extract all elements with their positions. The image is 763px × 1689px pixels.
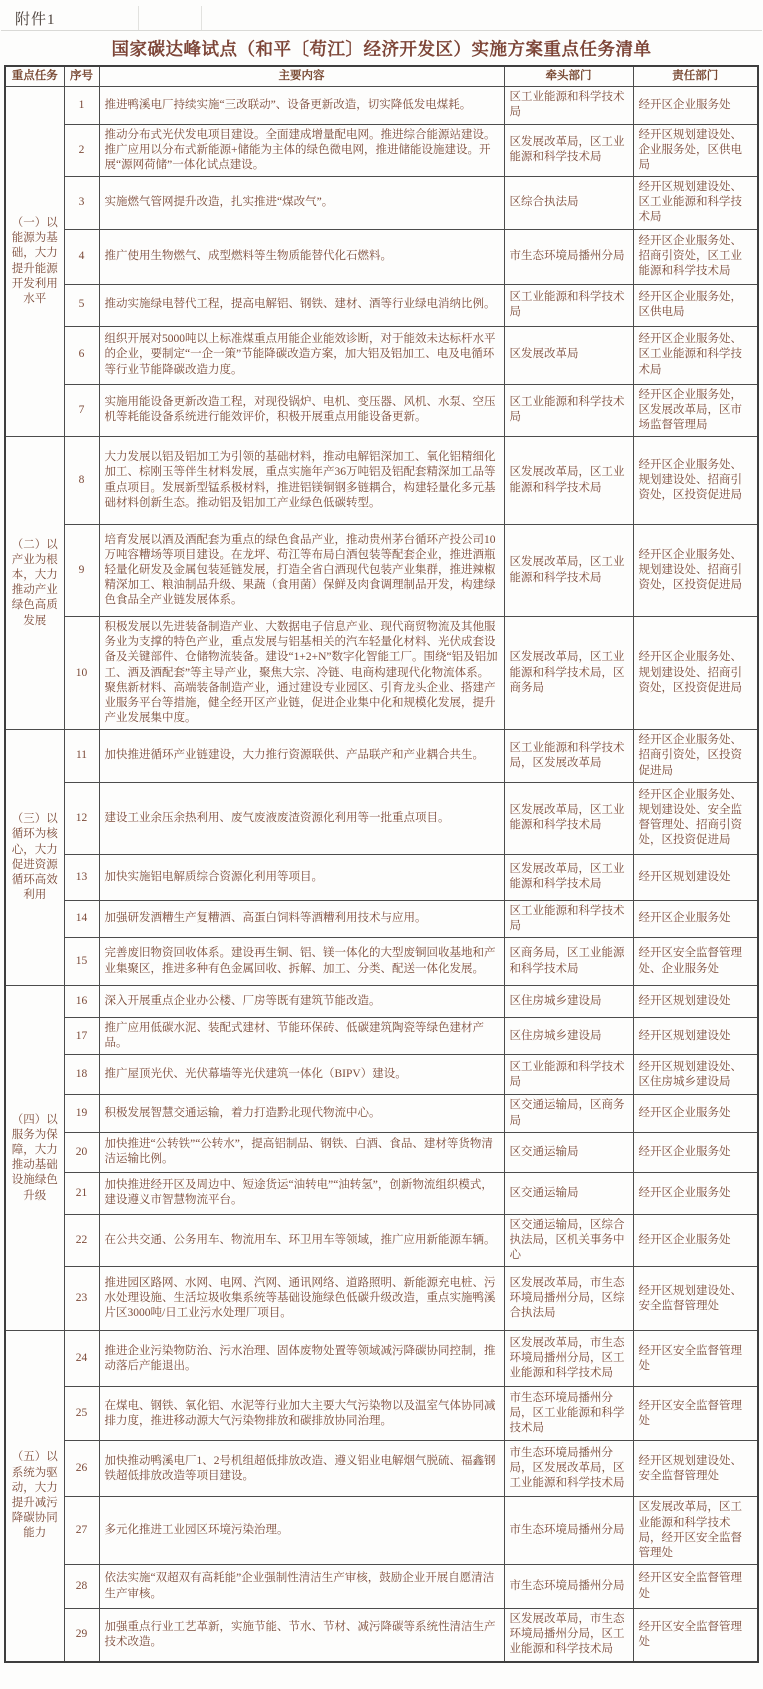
row-main-content: 加快推进“公转铁”“公转水”，提高铝制品、钢铁、白酒、食品、建材等货物清洁运输比例。: [99, 1132, 504, 1172]
row-main-content: 积极发展以先进装备制造产业、大数据电子信息产业、现代商贸物流及其他服务业为支撑的特色产业，重点发展与铝基相关的汽车轻量化材料、光伏成套设备及关键部件、仓储物流装备。建设“1+2+N”数字化智能工厂。围绕“铝及铝加工、酒及酒配套”等主导产业，聚焦大宗、冷链、电商构建现代化物流体系。聚焦新材料、高端装备制造产业，通过建设专业园区、引育龙头企业、搭建产业服务平台等措施，健全经开区产业链，促进企业集中化和规模化发展，提升产业发展集中度。: [99, 617, 504, 730]
row-lead-dept: 区工业能源和科学技术局，区发展改革局: [504, 730, 633, 783]
row-main-content: 加快实施铝电解质综合资源化利用等项目。: [99, 854, 504, 900]
row-number: 5: [64, 284, 99, 326]
row-number: 4: [64, 229, 99, 284]
row-main-content: 推广屋顶光伏、光伏幕墙等光伏建筑一体化（BIPV）建设。: [99, 1055, 504, 1095]
table-row: [5, 1055, 758, 1095]
row-lead-dept: 区发展改革局，市生态环境局播州分局，区工业能源和科学技术局: [504, 1609, 633, 1662]
row-responsible-dept: 经开区规划建设处: [633, 1018, 758, 1055]
row-lead-dept: 区工业能源和科学技术局: [504, 1055, 633, 1095]
attachment-label: 附件1: [15, 12, 56, 28]
row-lead-dept: 区发展改革局，区工业能源和科学技术局: [504, 437, 633, 525]
table-row: [5, 1095, 758, 1132]
row-responsible-dept: 区发展改革局，区工业能源和科学技术局，经开区安全监督管理处: [633, 1497, 758, 1565]
row-number: 23: [64, 1267, 99, 1331]
row-responsible-dept: 经开区企业服务处: [633, 1132, 758, 1172]
row-main-content: 培育发展以酒及酒配套为重点的绿色食品产业，推动贵州茅台循环产投公司10万吨容糟场等项目建设。在龙坪、苟江等布局白酒包装等配套企业，推进酒瓶轻量化研发及金属包装延链发展，打造全省白酒现代包装产业集群，推进辣椒精深加工、粮油制品升级、果蔬（食用菌）保鲜及肉食调理制品开发，构建绿色食品全产业链发展体系。: [99, 525, 504, 617]
faint-gridline: [138, 6, 139, 30]
row-main-content: 加强研发酒糟生产复糟酒、高蛋白饲料等酒糟利用技术与应用。: [99, 900, 504, 937]
row-number: 6: [64, 326, 99, 384]
row-main-content: 加快推进经开区及周边中、短途货运“油转电”“油转氢”，创新物流组织模式，建设遵义市智慧物流平台。: [99, 1172, 504, 1214]
row-responsible-dept: 经开区规划建设处、安全监督管理处: [633, 1441, 758, 1497]
row-responsible-dept: 经开区企业服务处、规划建设处、招商引资处，区投资促进局: [633, 437, 758, 525]
table-row: [5, 1387, 758, 1441]
row-number: 20: [64, 1132, 99, 1172]
row-number: 15: [64, 938, 99, 986]
bottom-margin: [0, 1663, 763, 1689]
row-main-content: 推进鸭溪电厂持续实施“三改联动”、设备更新改造，切实降低发电煤耗。: [99, 87, 504, 124]
table-header: [5, 66, 758, 87]
table-row: [5, 900, 758, 937]
table-row: [5, 177, 758, 230]
table-row: [5, 1609, 758, 1662]
table-row: [5, 1018, 758, 1055]
row-responsible-dept: 经开区安全监督管理处: [633, 1565, 758, 1609]
page-title: 国家碳达峰试点（和平〔苟江〕经济开发区）实施方案重点任务清单: [111, 39, 652, 59]
row-responsible-dept: 经开区企业服务处: [633, 1172, 758, 1214]
row-main-content: 加快推动鸭溪电厂1、2号机组超低排放改造、遵义铝业电解烟气脱硫、福鑫钢铁超低排放改造等项目建设。: [99, 1441, 504, 1497]
column-header-number: 序号: [64, 66, 99, 87]
table-row: [5, 326, 758, 384]
row-main-content: 实施用能设备更新改造工程，对现役锅炉、电机、变压器、风机、水泵、空压机等耗能设备系统进行能效评价，积极开展重点用能设备更新。: [99, 384, 504, 437]
row-lead-dept: 区发展改革局，区工业能源和科学技术局，区商务局: [504, 617, 633, 730]
row-main-content: 推进企业污染物防治、污水治理、固体废物处置等领域减污降碳协同控制，推动落后产能退出。: [99, 1331, 504, 1387]
table-row: [5, 1132, 758, 1172]
row-main-content: 推进园区路网、水网、电网、汽网、通讯网络、道路照明、新能源充电桩、污水处理设施、生活垃圾收集系统等基础设施绿色低碳升级改造，重点实施鸭溪片区3000吨/日工业污水处理厂项目。: [99, 1267, 504, 1331]
row-responsible-dept: 经开区规划建设处、区工业能源和科学技术局: [633, 177, 758, 230]
row-lead-dept: 区住房城乡建设局: [504, 1018, 633, 1055]
table-row: [5, 437, 758, 525]
row-main-content: 推动实施绿电替代工程，提高电解铝、钢铁、建材、酒等行业绿电消纳比例。: [99, 284, 504, 326]
table-row: [5, 124, 758, 177]
table-row: [5, 229, 758, 284]
row-main-content: 在煤电、钢铁、氧化铝、水泥等行业加大主要大气污染物以及温室气体协同减排力度，推进移动源大气污染物排放和碳排放协同治理。: [99, 1387, 504, 1441]
table-row: [5, 986, 758, 1018]
row-lead-dept: 区发展改革局，区工业能源和科学技术局: [504, 124, 633, 177]
table-row: [5, 730, 758, 783]
row-number: 16: [64, 986, 99, 1018]
row-lead-dept: 区交通运输局: [504, 1132, 633, 1172]
row-main-content: 实施燃气管网提升改造，扎实推进“煤改气”。: [99, 177, 504, 230]
row-responsible-dept: 经开区企业服务处: [633, 1214, 758, 1267]
task-group-label: （二）以产业为根本，大力推动产业绿色高质发展: [5, 437, 64, 730]
row-responsible-dept: 经开区企业服务处，区发展改革局，区市场监督管理局: [633, 384, 758, 437]
row-lead-dept: 市生态环境局播州分局: [504, 1497, 633, 1565]
row-responsible-dept: 经开区企业服务处、招商引资处，区投资促进局: [633, 730, 758, 783]
row-number: 22: [64, 1214, 99, 1267]
row-number: 21: [64, 1172, 99, 1214]
row-number: 24: [64, 1331, 99, 1387]
row-number: 26: [64, 1441, 99, 1497]
row-responsible-dept: 经开区规划建设处、区住房城乡建设局: [633, 1055, 758, 1095]
faint-gridline: [201, 6, 202, 30]
row-number: 17: [64, 1018, 99, 1055]
row-main-content: 推动分布式光伏发电项目建设。全面建成增量配电网。推进综合能源站建设。推广应用以分布式新能源+储能为主体的绿色微电网，推进储能设施建设。开展“源网荷储”一体化试点建设。: [99, 124, 504, 177]
row-lead-dept: 市生态环境局播州分局，区工业能源和科学技术局: [504, 1387, 633, 1441]
row-responsible-dept: 经开区规划建设处: [633, 854, 758, 900]
row-responsible-dept: 经开区企业服务处、招商引资处，区工业能源和科学技术局: [633, 229, 758, 284]
row-lead-dept: 区发展改革局，区工业能源和科学技术局: [504, 782, 633, 854]
row-responsible-dept: 经开区企业服务处、规划建设处、安全监督管理处、招商引资处，区投资促进局: [633, 782, 758, 854]
table-row: [5, 1565, 758, 1609]
row-lead-dept: 区工业能源和科学技术局: [504, 284, 633, 326]
row-lead-dept: 市生态环境局播州分局，区发展改革局，区工业能源和科学技术局: [504, 1441, 633, 1497]
column-header-task: 重点任务: [5, 66, 64, 87]
row-number: 1: [64, 87, 99, 124]
row-responsible-dept: 经开区安全监督管理处、企业服务处: [633, 938, 758, 986]
column-header-content: 主要内容: [99, 66, 504, 87]
row-number: 29: [64, 1609, 99, 1662]
row-responsible-dept: 经开区企业服务处: [633, 1095, 758, 1132]
table-row: [5, 284, 758, 326]
task-group-label: （四）以服务为保障，大力推动基础设施绿色升级: [5, 986, 64, 1331]
table-row: [5, 782, 758, 854]
row-main-content: 建设工业余压余热利用、废气废液废渣资源化利用等一批重点项目。: [99, 782, 504, 854]
row-number: 11: [64, 730, 99, 783]
row-responsible-dept: 经开区安全监督管理处: [633, 1609, 758, 1662]
row-responsible-dept: 经开区安全监督管理处: [633, 1387, 758, 1441]
table-row: [5, 384, 758, 437]
row-responsible-dept: 经开区规划建设处、安全监督管理处: [633, 1267, 758, 1331]
row-lead-dept: 区综合执法局: [504, 177, 633, 230]
table-row: [5, 938, 758, 986]
row-number: 27: [64, 1497, 99, 1565]
row-lead-dept: 区工业能源和科学技术局: [504, 87, 633, 124]
row-main-content: 大力发展以铝及铝加工为引领的基础材料，推动电解铝深加工、氧化铝精细化加工、棕刚玉等伴生材料发展，重点实施年产36万吨铝及铝配套精深加工品等重点项目。发展新型锰系极材料，推进铝镁铜钢多链耦合，构建轻量化多元基础材料创新生态。推动铝及铝加工产业绿色低碳转型。: [99, 437, 504, 525]
row-lead-dept: 市生态环境局播州分局: [504, 1565, 633, 1609]
row-lead-dept: 区发展改革局，市生态环境局播州分局，区综合执法局: [504, 1267, 633, 1331]
row-main-content: 依法实施“双超双有高耗能”企业强制性清洁生产审核，鼓励企业开展自愿清洁生产审核。: [99, 1565, 504, 1609]
row-lead-dept: 市生态环境局播州分局: [504, 229, 633, 284]
attachment-header-row: [1, 6, 762, 31]
row-main-content: 在公共交通、公务用车、物流用车、环卫用车等领域，推广应用新能源车辆。: [99, 1214, 504, 1267]
row-main-content: 推广使用生物燃气、成型燃料等生物质能替代化石燃料。: [99, 229, 504, 284]
column-header-responsible-dept: 责任部门: [633, 66, 758, 87]
row-lead-dept: 区发展改革局: [504, 326, 633, 384]
row-responsible-dept: 经开区企业服务处: [633, 87, 758, 124]
row-number: 19: [64, 1095, 99, 1132]
table-row: [5, 1497, 758, 1565]
row-lead-dept: 区发展改革局，区工业能源和科学技术局: [504, 854, 633, 900]
row-number: 8: [64, 437, 99, 525]
table-row: [5, 617, 758, 730]
row-main-content: 组织开展对5000吨以上标准煤重点用能企业能效诊断，对于能效未达标杆水平的企业，要制定“一企一策”节能降碳改造方案，加大铝及铝加工、电及电循环等行业节能降碳改造力度。: [99, 326, 504, 384]
row-number: 18: [64, 1055, 99, 1095]
row-main-content: 加快推进循环产业链建设，大力推行资源联供、产品联产和产业耦合共生。: [99, 730, 504, 783]
task-group-label: （五）以系统为驱动，大力提升减污降碳协同能力: [5, 1331, 64, 1662]
row-responsible-dept: 经开区安全监督管理处: [633, 1331, 758, 1387]
row-lead-dept: 区交通运输局: [504, 1172, 633, 1214]
row-lead-dept: 区发展改革局，区工业能源和科学技术局: [504, 525, 633, 617]
table-row: [5, 1441, 758, 1497]
row-responsible-dept: 经开区规划建设处、企业服务处，区供电局: [633, 124, 758, 177]
task-table: [4, 65, 759, 1663]
table-row: [5, 1172, 758, 1214]
row-responsible-dept: 经开区企业服务处，区供电局: [633, 284, 758, 326]
row-main-content: 深入开展重点企业办公楼、厂房等既有建筑节能改造。: [99, 986, 504, 1018]
row-number: 12: [64, 782, 99, 854]
row-responsible-dept: 经开区企业服务处、规划建设处、招商引资处，区投资促进局: [633, 525, 758, 617]
row-lead-dept: 区住房城乡建设局: [504, 986, 633, 1018]
row-lead-dept: 区发展改革局，市生态环境局播州分局，区工业能源和科学技术局: [504, 1331, 633, 1387]
row-responsible-dept: 经开区规划建设处: [633, 986, 758, 1018]
row-lead-dept: 区工业能源和科学技术局: [504, 384, 633, 437]
table-row: [5, 1267, 758, 1331]
row-main-content: 推广应用低碳水泥、装配式建材、节能环保砖、低碳建筑陶瓷等绿色建材产品。: [99, 1018, 504, 1055]
row-lead-dept: 区商务局，区工业能源和科学技术局: [504, 938, 633, 986]
row-number: 2: [64, 124, 99, 177]
row-lead-dept: 区工业能源和科学技术局: [504, 900, 633, 937]
table-row: [5, 87, 758, 124]
row-number: 14: [64, 900, 99, 937]
row-lead-dept: 区交通运输局，区综合执法局，区机关事务中心: [504, 1214, 633, 1267]
row-number: 3: [64, 177, 99, 230]
row-main-content: 积极发展智慧交通运输，着力打造黔北现代物流中心。: [99, 1095, 504, 1132]
row-number: 10: [64, 617, 99, 730]
row-main-content: 多元化推进工业园区环境污染治理。: [99, 1497, 504, 1565]
row-number: 7: [64, 384, 99, 437]
row-responsible-dept: 经开区企业服务处、规划建设处、招商引资处，区投资促进局: [633, 617, 758, 730]
task-group-label: （一）以能源为基础，大力提升能源开发利用水平: [5, 87, 64, 437]
row-responsible-dept: 经开区企业服务处: [633, 900, 758, 937]
row-number: 28: [64, 1565, 99, 1609]
row-number: 9: [64, 525, 99, 617]
table-row: [5, 525, 758, 617]
row-main-content: 完善废旧物资回收体系。建设再生铜、铝、镁一体化的大型废铜回收基地和产业集聚区，推进多种有色金属回收、拆解、加工、分类、配送一体化发展。: [99, 938, 504, 986]
row-responsible-dept: 经开区企业服务处、区工业能源和科学技术局: [633, 326, 758, 384]
row-lead-dept: 区交通运输局，区商务局: [504, 1095, 633, 1132]
row-number: 25: [64, 1387, 99, 1441]
column-header-lead-dept: 牵头部门: [504, 66, 633, 87]
table-row: [5, 1331, 758, 1387]
task-group-label: （三）以循环为核心，大力促进资源循环高效利用: [5, 730, 64, 986]
table-row: [5, 854, 758, 900]
table-row: [5, 1214, 758, 1267]
row-main-content: 加强重点行业工艺革新，实施节能、节水、节材、减污降碳等系统性清洁生产技术改造。: [99, 1609, 504, 1662]
row-number: 13: [64, 854, 99, 900]
